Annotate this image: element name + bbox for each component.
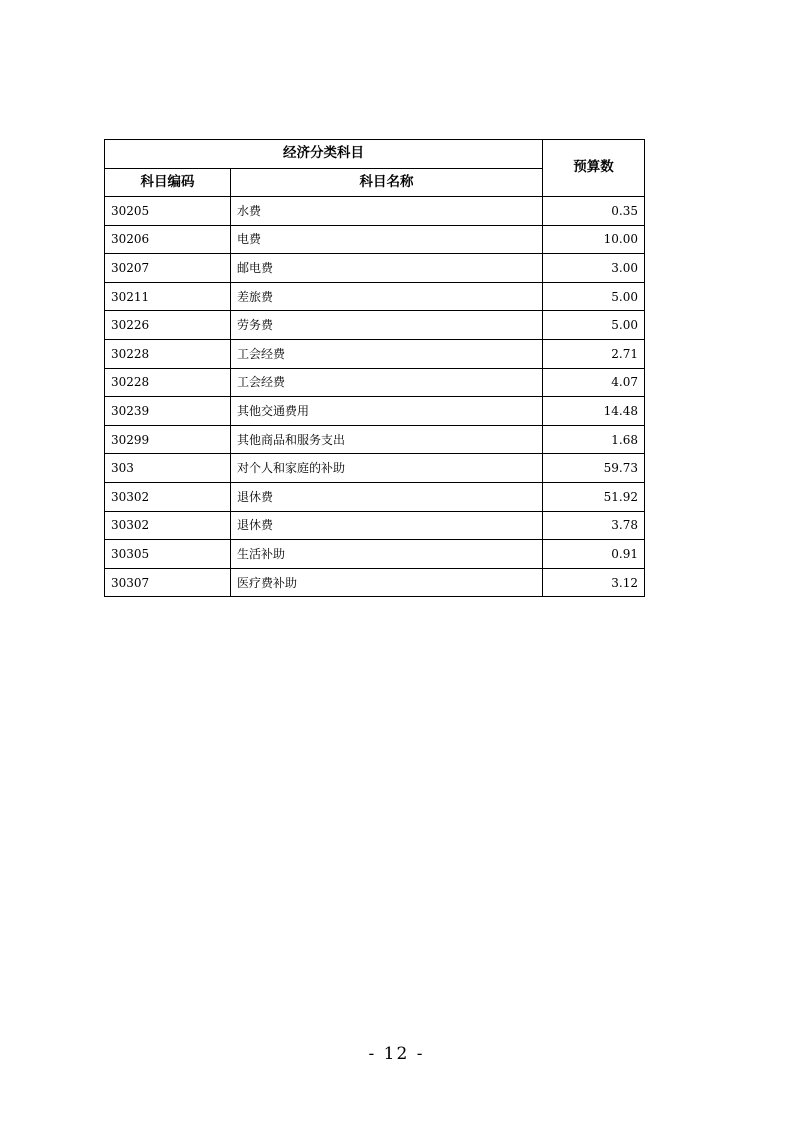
table-row <box>105 368 645 397</box>
budget-amount: 59.73 <box>543 454 645 483</box>
budget-amount: 0.35 <box>543 197 645 226</box>
table-row <box>105 197 645 226</box>
budget-amount: 10.00 <box>543 225 645 254</box>
subject-name: 电费 <box>231 225 543 254</box>
budget-amount: 14.48 <box>543 397 645 426</box>
subject-name: 生活补助 <box>231 540 543 569</box>
subject-code: 30205 <box>105 197 231 226</box>
header-budget-amount: 预算数 <box>543 140 645 197</box>
table-row <box>105 282 645 311</box>
subject-name: 邮电费 <box>231 254 543 283</box>
budget-amount: 3.00 <box>543 254 645 283</box>
page-number: - 12 - <box>368 1044 425 1064</box>
budget-amount: 3.78 <box>543 511 645 540</box>
subject-name: 其他交通费用 <box>231 397 543 426</box>
budget-amount: 51.92 <box>543 482 645 511</box>
subject-code: 30207 <box>105 254 231 283</box>
subject-code: 30302 <box>105 511 231 540</box>
subject-code: 30302 <box>105 482 231 511</box>
subject-name: 差旅费 <box>231 282 543 311</box>
subject-name: 其他商品和服务支出 <box>231 425 543 454</box>
subject-name: 退休费 <box>231 482 543 511</box>
table-row <box>105 511 645 540</box>
table-row <box>105 311 645 340</box>
subject-code: 30305 <box>105 540 231 569</box>
subject-code: 30206 <box>105 225 231 254</box>
budget-amount: 0.91 <box>543 540 645 569</box>
budget-amount: 3.12 <box>543 568 645 597</box>
header-row-group <box>105 140 645 169</box>
subject-code: 303 <box>105 454 231 483</box>
subject-code: 30228 <box>105 368 231 397</box>
header-economic-category: 经济分类科目 <box>105 140 543 169</box>
table-row <box>105 254 645 283</box>
budget-amount: 1.68 <box>543 425 645 454</box>
table-row <box>105 339 645 368</box>
subject-name: 退休费 <box>231 511 543 540</box>
budget-amount: 2.71 <box>543 339 645 368</box>
table-row <box>105 540 645 569</box>
budget-amount: 4.07 <box>543 368 645 397</box>
subject-code: 30239 <box>105 397 231 426</box>
table-row <box>105 454 645 483</box>
table-row <box>105 482 645 511</box>
subject-code: 30299 <box>105 425 231 454</box>
budget-table <box>104 139 645 597</box>
table-row <box>105 397 645 426</box>
subject-name: 工会经费 <box>231 339 543 368</box>
subject-name: 医疗费补助 <box>231 568 543 597</box>
header-subject-name: 科目名称 <box>231 169 543 197</box>
subject-code: 30226 <box>105 311 231 340</box>
subject-name: 对个人和家庭的补助 <box>231 454 543 483</box>
subject-name: 工会经费 <box>231 368 543 397</box>
table-row <box>105 425 645 454</box>
table-row <box>105 225 645 254</box>
subject-name: 水费 <box>231 197 543 226</box>
subject-code: 30228 <box>105 339 231 368</box>
budget-amount: 5.00 <box>543 282 645 311</box>
subject-name: 劳务费 <box>231 311 543 340</box>
header-subject-code: 科目编码 <box>105 169 231 197</box>
subject-code: 30211 <box>105 282 231 311</box>
subject-code: 30307 <box>105 568 231 597</box>
budget-amount: 5.00 <box>543 311 645 340</box>
table-row <box>105 568 645 597</box>
